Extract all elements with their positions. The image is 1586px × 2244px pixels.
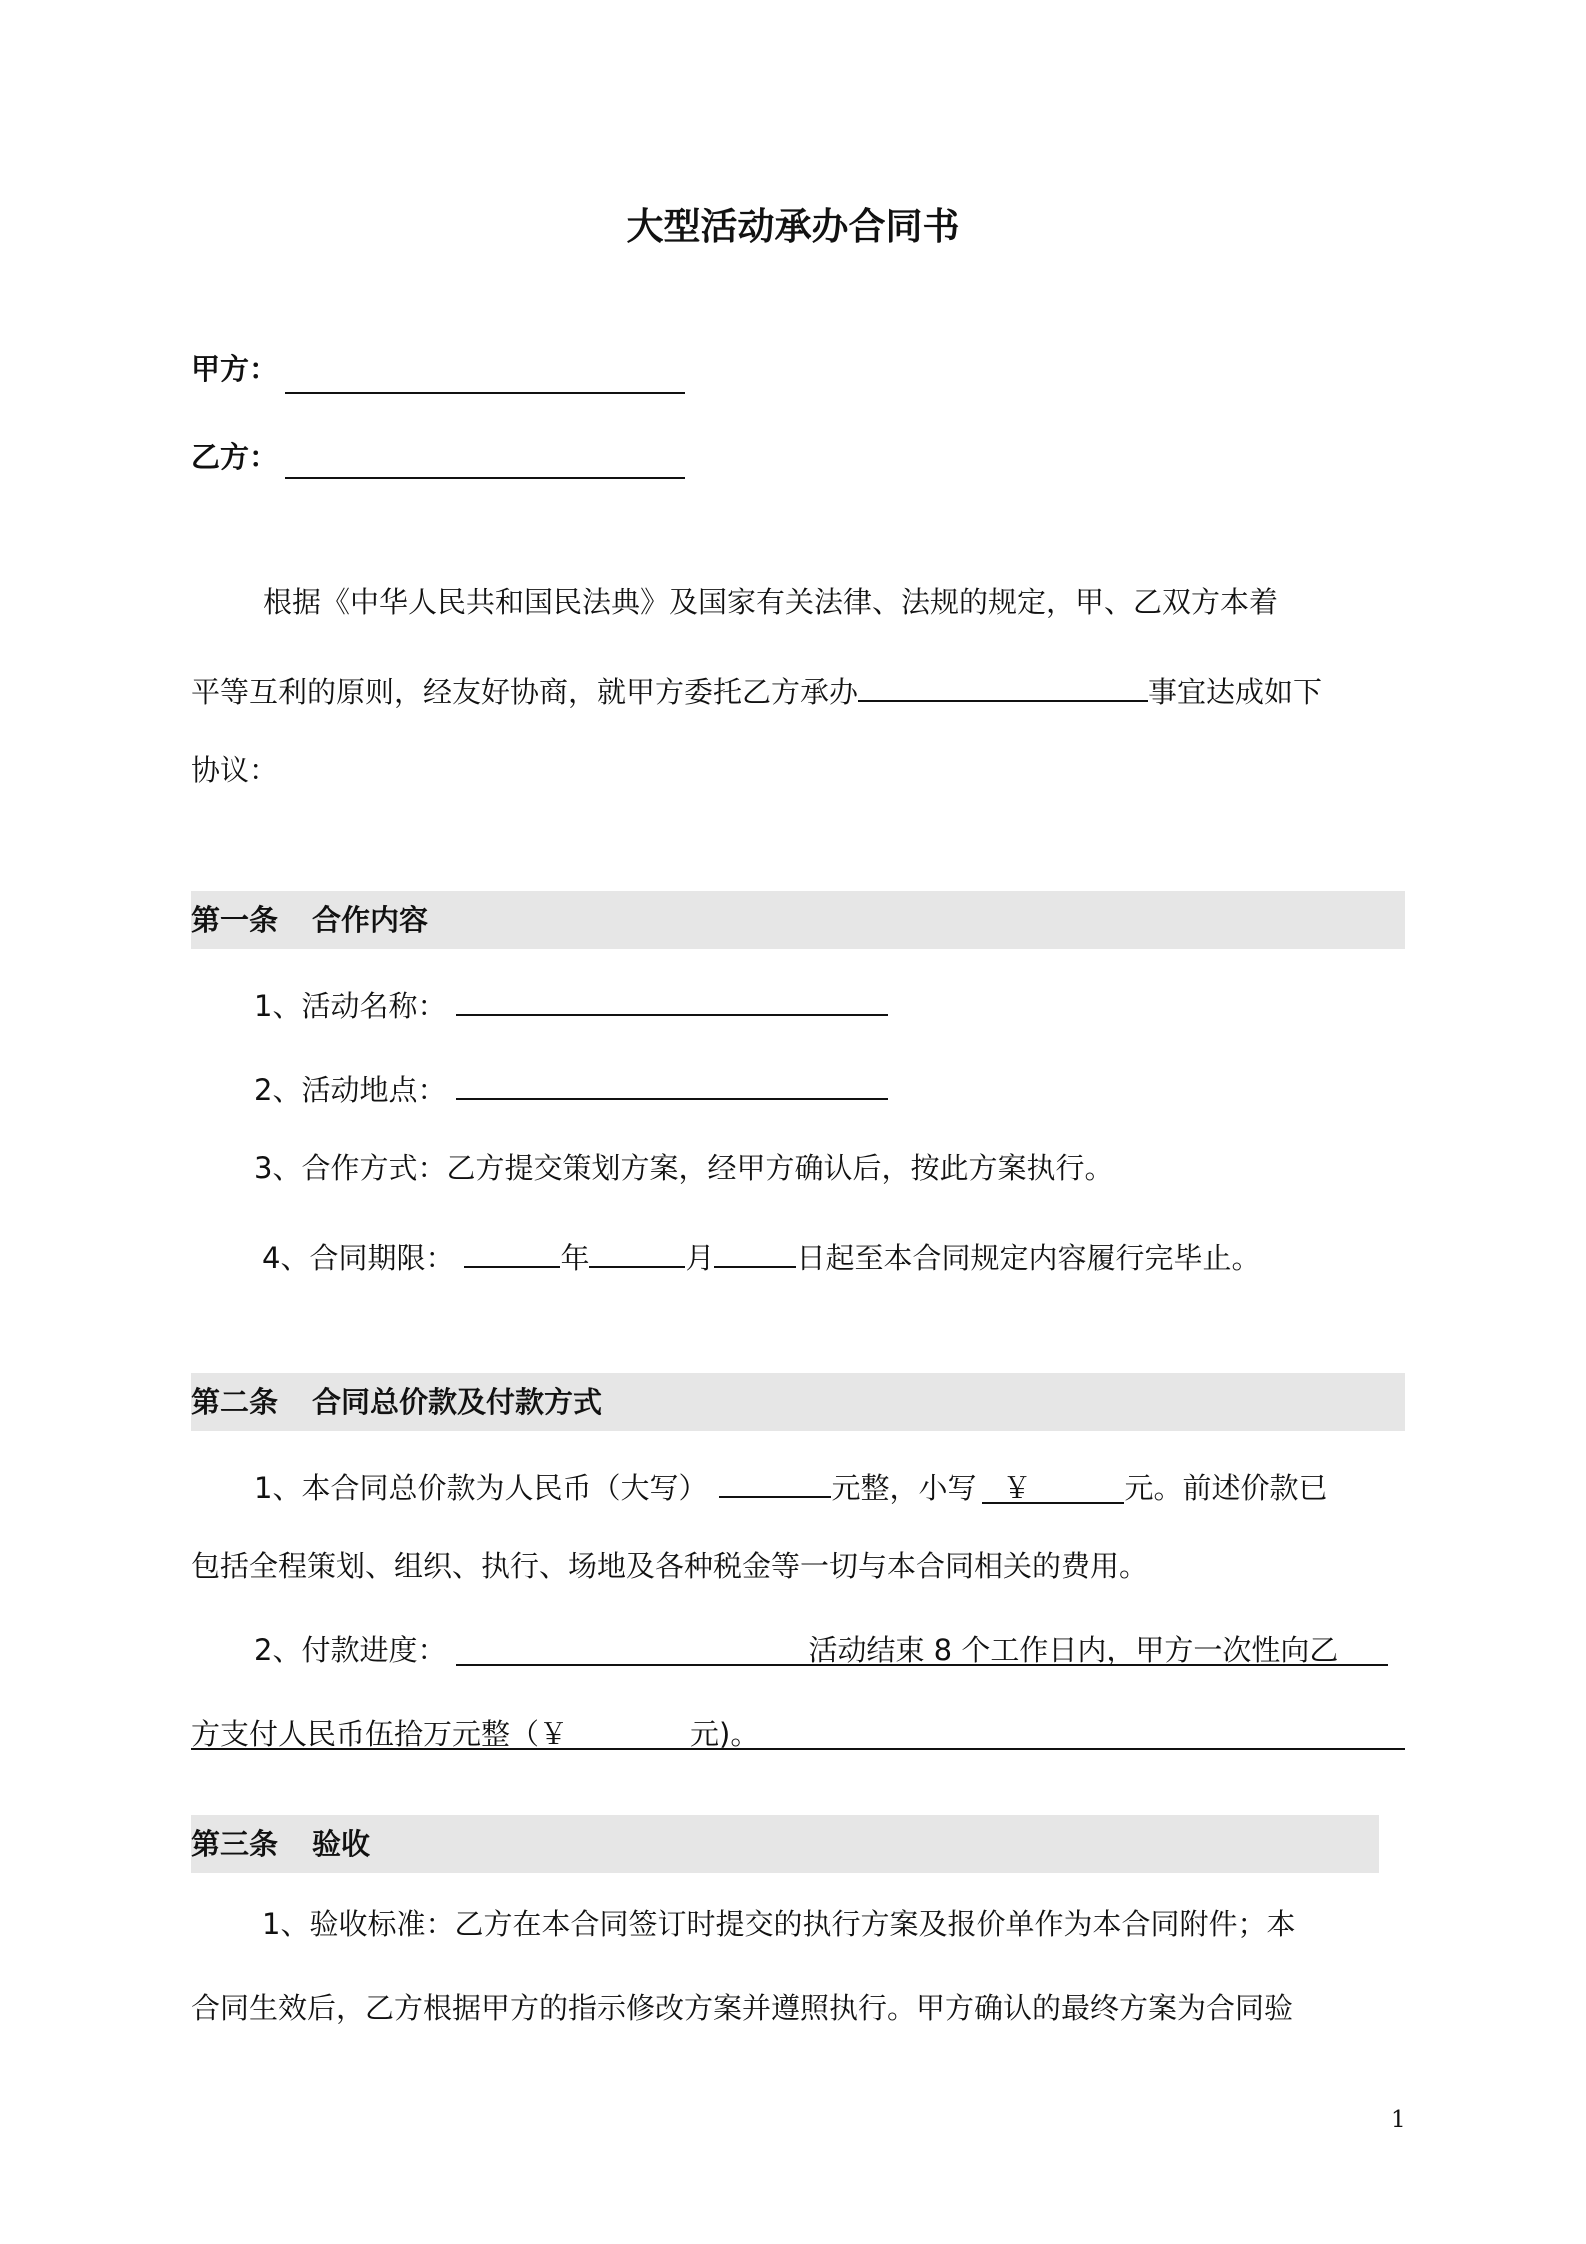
payment-amount-field[interactable] — [191, 1714, 1405, 1750]
s3-item-1-line-2: 合同生效后，乙方根据甲方的指示修改方案并遵照执行。甲方确认的最终方案为合同验 — [191, 1991, 1294, 2025]
intro-line-2 — [191, 666, 1322, 712]
yen-sign: ￥ — [1002, 1471, 1032, 1505]
event-name-blank[interactable] — [858, 666, 1148, 702]
s2-item-1 — [254, 1462, 1327, 1508]
s1-item-4-post: 日起至本合同规定内容履行完毕止。 — [796, 1241, 1261, 1275]
section-3-heading: 验收 — [312, 1827, 371, 1861]
section-3-header — [191, 1815, 1379, 1873]
activity-name-field[interactable] — [456, 980, 888, 1016]
s2-item-1-line-2: 包括全程策划、组织、执行、场地及各种税金等一切与本合同相关的费用。 — [191, 1549, 1149, 1583]
s2-item-2-line-2-post: 元)。 — [690, 1717, 760, 1751]
s2-item-2-label: 2、付款进度： — [254, 1633, 447, 1667]
s1-item-2-label: 2、活动地点： — [254, 1073, 447, 1107]
s2-item-1-post: 元。前述价款已 — [1124, 1471, 1328, 1505]
section-2-number: 第二条 — [191, 1385, 279, 1419]
intro-line-2-pre: 平等互利的原则，经友好协商，就甲方委托乙方承办 — [191, 675, 859, 709]
intro-line-1: 根据《中华人民共和国民法典》及国家有关法律、法规的规定，甲、乙双方本着 — [263, 585, 1279, 619]
s1-item-3: 3、合作方式：乙方提交策划方案，经甲方确认后，按此方案执行。 — [254, 1151, 1114, 1185]
intro-line-3: 协议： — [191, 753, 279, 787]
s1-item-4-month: 月 — [685, 1241, 715, 1275]
intro-line-2-post: 事宜达成如下 — [1148, 675, 1323, 709]
s2-item-2 — [254, 1630, 1388, 1670]
section-1-heading: 合作内容 — [312, 903, 429, 937]
s2-item-1-pre: 1、本合同总价款为人民币（大写） — [254, 1471, 708, 1505]
s2-item-2-line-2-pre: 方支付人民币伍拾万元整（￥ — [191, 1717, 569, 1751]
s2-item-2-line-2 — [191, 1714, 1405, 1754]
amount-lowercase-field[interactable] — [982, 1468, 1124, 1504]
day-field[interactable] — [714, 1232, 796, 1268]
party-a-field[interactable] — [285, 392, 685, 394]
amount-uppercase-field[interactable] — [719, 1462, 831, 1498]
party-a-label: 甲方： — [191, 352, 279, 386]
activity-location-field[interactable] — [456, 1064, 888, 1100]
party-b-field[interactable] — [285, 477, 685, 479]
section-1-header — [191, 891, 1405, 949]
s2-item-1-mid: 元整，小写 — [831, 1471, 977, 1505]
page-title: 大型活动承办合同书 — [626, 205, 960, 248]
s3-item-1-line-1: 1、验收标准：乙方在本合同签订时提交的执行方案及报价单作为本合同附件；本 — [262, 1907, 1296, 1941]
s1-item-2 — [254, 1064, 888, 1110]
section-2-heading: 合同总价款及付款方式 — [312, 1385, 603, 1419]
section-3-number: 第三条 — [191, 1827, 279, 1861]
month-field[interactable] — [589, 1232, 685, 1268]
section-2-header — [191, 1373, 1405, 1431]
page-number: 1 — [1391, 2107, 1406, 2133]
s1-item-4 — [262, 1232, 1261, 1278]
s2-item-2-text: 活动结束 8 个工作日内，甲方一次性向乙 — [808, 1633, 1339, 1667]
s1-item-1-label: 1、活动名称： — [254, 989, 447, 1023]
payment-schedule-field[interactable] — [456, 1630, 1388, 1666]
s1-item-4-year: 年 — [560, 1241, 590, 1275]
s1-item-1 — [254, 980, 888, 1026]
section-1-number: 第一条 — [191, 903, 279, 937]
year-field[interactable] — [464, 1232, 560, 1268]
party-b-label: 乙方： — [191, 440, 279, 474]
s1-item-4-label: 4、合同期限： — [262, 1241, 455, 1275]
